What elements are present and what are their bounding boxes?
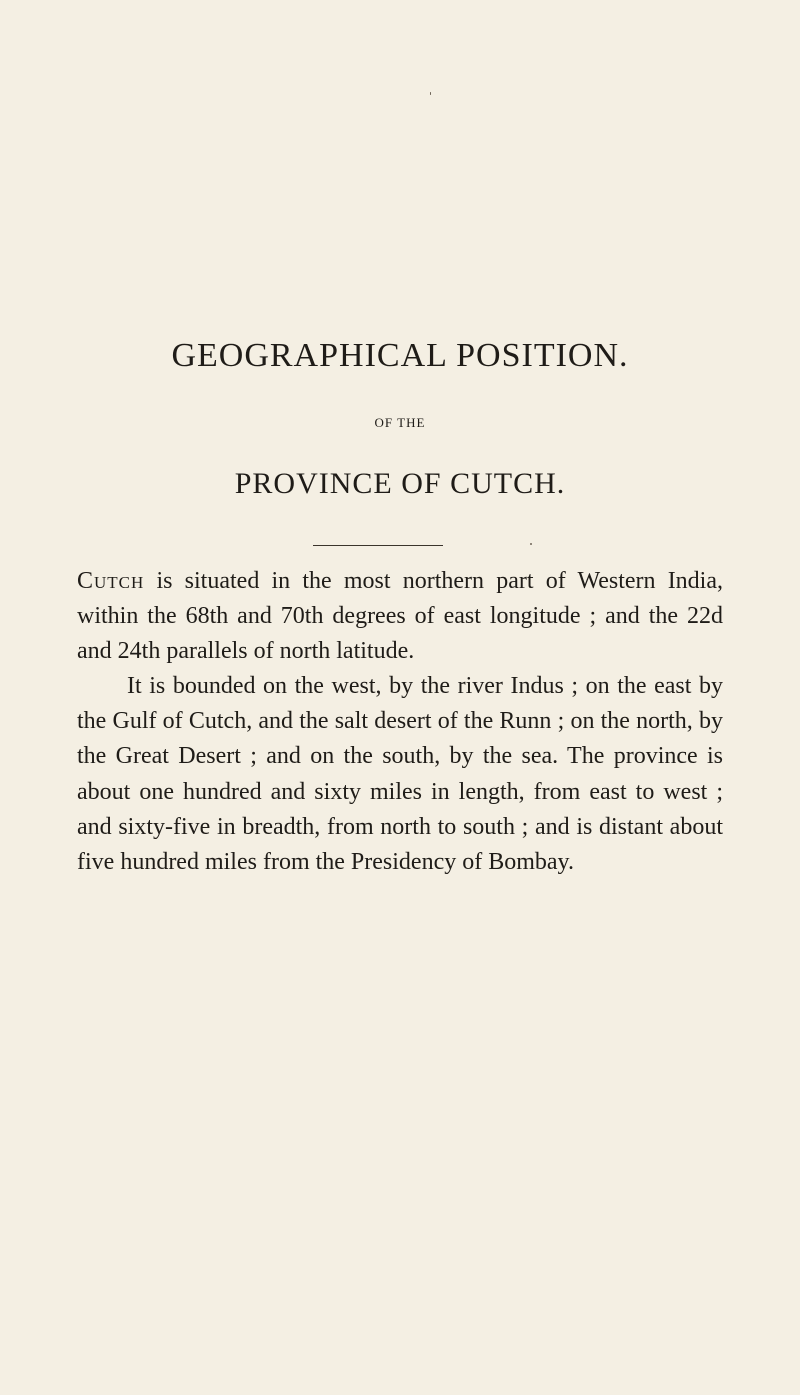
divider-rule [313, 545, 443, 546]
paragraph-2 [77, 669, 723, 880]
paragraph-1 [77, 564, 723, 669]
paragraph-2-text: It is bounded on the west, by the river Indus ; on the east by the Gulf of Cutch, and the salt desert of the Runn ; on the north, by the Great Desert ; and on the south, by the sea. The province is about one hundred and sixty miles in length, from east to west ; and sixty-five in breadth, from north to south ; and is distant about five hundred miles from the Presidency of Bombay. [77, 673, 723, 875]
paragraph-1-text: is situated in the most northern part of Western India, within the 68th and 70th degrees of east longitude ; and the 22d and 24th parallels of north latitude. [77, 568, 723, 665]
paper-speck [430, 92, 431, 95]
page-title: GEOGRAPHICAL POSITION. [171, 337, 629, 374]
body-text [77, 564, 723, 880]
lead-word: Cutch [77, 568, 145, 594]
page-subtitle: OF THE [374, 415, 426, 430]
province-heading: PROVINCE OF CUTCH. [234, 467, 566, 500]
paper-speck [530, 543, 532, 545]
